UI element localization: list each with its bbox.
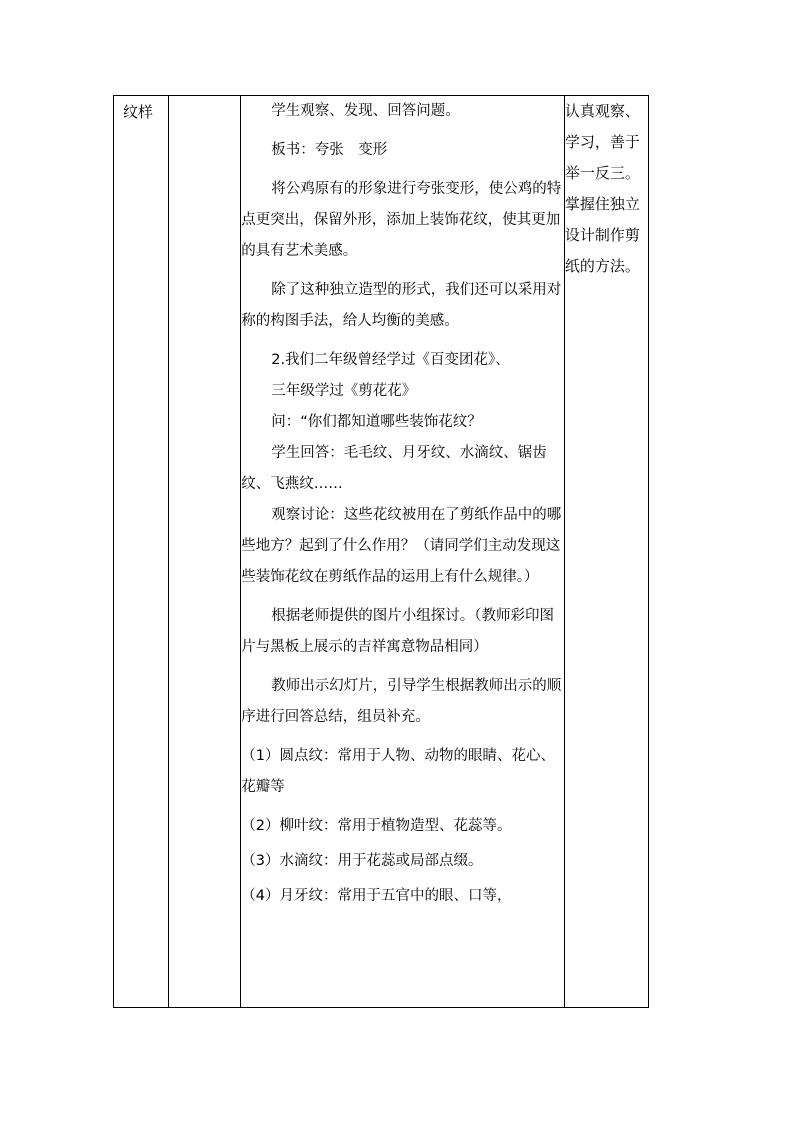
activity-cell [241,96,565,1008]
activity-line: 板书：夸张 变形 [271,142,388,158]
empty-cell [169,96,241,1008]
activity-line: 根据老师提供的图片小组探讨。（教师彩印图片与黑板上展示的吉祥寓意物品相同） [241,608,554,655]
activity-line: 三年级学过《剪花花》 [271,383,417,399]
lesson-plan-table [113,95,649,1008]
activity-line: 问：“你们都知道哪些装饰花纹？ [271,414,482,430]
activity-line: 将公鸡原有的形象进行夸张变形，使公鸡的特点更突出，保留外形，添加上装饰花纹，使其更加的具有艺术美感。 [241,181,562,259]
activity-line: （3）水滴纹：用于花蕊或局部点缀。 [241,853,483,869]
activity-line: 除了这种独立造型的形式，我们还可以采用对称的构图手法，给人均衡的美感。 [241,282,562,329]
activity-line: 学生回答：毛毛纹、月牙纹、水滴纹、锯齿纹、飞燕纹…… [241,445,547,492]
activity-line: 学生观察、发现、回答问题。 [271,103,460,119]
activity-line: （4）月牙纹：常用于五官中的眼、口等， [241,888,512,904]
table-row [114,96,649,1008]
activity-line: （2）柳叶纹：常用于植物造型、花蕊等。 [241,818,512,834]
activity-line: 2.我们二年级曾经学过《百变团花》、 [271,352,510,368]
section-cell [114,96,169,1008]
goal-cell [564,96,648,1008]
activity-line: 教师出示幻灯片，引导学生根据教师出示的顺序进行回答总结，组员补充。 [241,678,562,725]
activity-line: （1）圆点纹：常用于人物、动物的眼睛、花心、花瓣等 [241,748,555,795]
activity-line: 观察讨论：这些花纹被用在了剪纸作品中的哪些地方？起到了什么作用？（请同学们主动发现这些装饰花纹在剪纸作品的运用上有什么规律。） [241,507,562,585]
section-label: 纹样 [123,103,154,121]
goal-text: 认真观察、学习，善于举一反三。掌握住独立设计制作剪纸的方法。 [564,102,640,275]
